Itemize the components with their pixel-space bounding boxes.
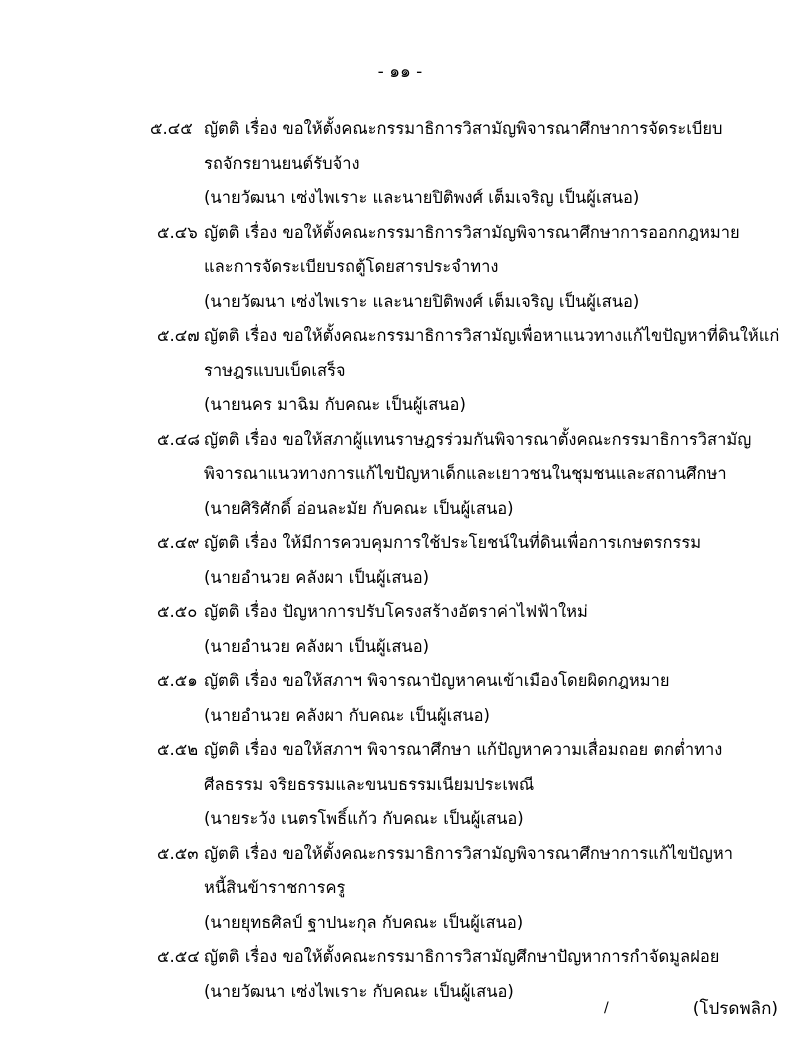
agenda-item-title: ญัตติ เรื่อง ขอให้ตั้งคณะกรรมาธิการวิสามัญพิจารณาศึกษาการออกกฎหมาย — [204, 222, 740, 242]
agenda-item-number: ๕.๔๘ — [157, 429, 200, 449]
agenda-item-continued-line — [0, 768, 800, 803]
agenda-item-proposer-line — [0, 699, 800, 734]
agenda-item-first-line — [0, 664, 800, 699]
agenda-item-first-line — [0, 733, 800, 768]
agenda-item-first-line — [0, 423, 800, 458]
agenda-item-number: ๕.๔๙ — [157, 533, 200, 552]
agenda-item — [0, 664, 800, 733]
agenda-item-title-continued: รถจักรยานยนต์รับจ้าง — [204, 153, 360, 173]
agenda-item — [0, 595, 800, 664]
agenda-item-title: ญัตติ เรื่อง ขอให้ตั้งคณะกรรมาธิการวิสามัญเพื่อหาแนวทางแก้ไขปัญหาที่ดินให้แก่ — [204, 326, 780, 345]
agenda-item-title: ญัตติ เรื่อง ขอให้สภาฯ พิจารณาปัญหาคนเข้าเมืองโดยผิดกฎหมาย — [204, 671, 670, 690]
agenda-item-first-line — [0, 837, 800, 872]
agenda-item-number: ๕.๔๗ — [157, 326, 200, 345]
agenda-item-title: ญัตติ เรื่อง ขอให้สภาฯ พิจารณาศึกษา แก้ปัญหาความเสื่อมถอย ตกต่ำทาง — [204, 740, 723, 759]
agenda-item-first-line — [0, 319, 800, 354]
agenda-item-continued-line — [0, 354, 800, 389]
agenda-item-number: ๕.๔๖ — [157, 222, 198, 242]
agenda-item-proposer-line — [0, 630, 800, 665]
agenda-item-title: ญัตติ เรื่อง ขอให้ตั้งคณะกรรมาธิการวิสามัญศึกษาปัญหาการกำจัดมูลฝอย — [204, 947, 720, 966]
agenda-item-proposer: (นายอำนวย คลังผา เป็นผู้เสนอ) — [204, 636, 430, 656]
agenda-item-first-line — [0, 595, 800, 630]
agenda-item-proposer: (นายวัฒนา เซ่งไพเราะ และนายปิติพงศ์ เต็มเจริญ เป็นผู้เสนอ) — [204, 188, 640, 207]
page-number: - ๑๑ - — [377, 62, 423, 82]
agenda-item-title: ญัตติ เรื่อง ขอให้ตั้งคณะกรรมาธิการวิสามัญพิจารณาศึกษาการแก้ไขปัญหา — [204, 843, 733, 863]
agenda-item-first-line — [0, 940, 800, 975]
agenda-item-proposer: (นายยุทธศิลป์ ฐาปนะกุล กับคณะ เป็นผู้เสนอ) — [204, 912, 524, 932]
agenda-item-proposer-line — [0, 906, 800, 941]
agenda-item-continued-line — [0, 871, 800, 906]
agenda-item-proposer-line — [0, 492, 800, 527]
agenda-item-title-continued: หนี้สินข้าราชการครู — [204, 878, 346, 897]
agenda-item-first-line — [0, 216, 800, 251]
agenda-item — [0, 423, 800, 527]
agenda-item-title-continued: พิจารณาแนวทางการแก้ไขปัญหาเด็กและเยาวชนในชุมชนและสถานศึกษา — [204, 464, 727, 483]
agenda-item — [0, 837, 800, 941]
agenda-item-proposer-line — [0, 561, 800, 596]
agenda-item-proposer: (นายนคร มาฉิม กับคณะ เป็นผู้เสนอ) — [204, 395, 466, 414]
footer-note: (โปรดพลิก) — [692, 999, 778, 1019]
agenda-item-number: ๕.๕๑ — [157, 671, 198, 690]
agenda-item-first-line — [0, 112, 800, 147]
agenda-item-proposer-line — [0, 802, 800, 837]
agenda-item — [0, 940, 800, 1009]
agenda-item-title-continued: และการจัดระเบียบรถตู้โดยสารประจำทาง — [204, 257, 499, 276]
agenda-item-continued-line — [0, 250, 800, 285]
agenda-item-first-line — [0, 526, 800, 561]
agenda-item-title-continued: ราษฎรแบบเบ็ดเสร็จ — [204, 360, 346, 380]
agenda-list — [0, 112, 800, 1009]
agenda-item — [0, 319, 800, 423]
agenda-item — [0, 526, 800, 595]
agenda-item-continued-line — [0, 147, 800, 182]
stray-mark: / — [604, 1000, 609, 1016]
agenda-item-proposer-line — [0, 285, 800, 320]
agenda-item-proposer-line — [0, 388, 800, 423]
agenda-item — [0, 733, 800, 837]
agenda-item-continued-line — [0, 457, 800, 492]
agenda-item-proposer-line — [0, 181, 800, 216]
agenda-item-title: ญัตติ เรื่อง ปัญหาการปรับโครงสร้างอัตราค่าไฟฟ้าใหม่ — [204, 602, 588, 621]
agenda-item-title: ญัตติ เรื่อง ขอให้ตั้งคณะกรรมาธิการวิสามัญพิจารณาศึกษาการจัดระเบียบ — [204, 119, 723, 138]
agenda-item — [0, 216, 800, 320]
agenda-item-proposer: (นายอำนวย คลังผา เป็นผู้เสนอ) — [204, 567, 430, 587]
agenda-item-number: ๕.๕๐ — [157, 602, 198, 621]
agenda-item-title: ญัตติ เรื่อง ให้มีการควบคุมการใช้ประโยชน์ในที่ดินเพื่อการเกษตรกรรม — [204, 533, 702, 552]
agenda-item — [0, 112, 800, 216]
agenda-item-number: ๕.๕๒ — [157, 740, 199, 759]
agenda-item-proposer-line — [0, 975, 800, 1010]
agenda-item-proposer: (นายวัฒนา เซ่งไพเราะ และนายปิติพงศ์ เต็มเจริญ เป็นผู้เสนอ) — [204, 291, 640, 311]
agenda-item-number: ๕.๔๕ — [150, 119, 193, 138]
agenda-item-number: ๕.๕๓ — [157, 843, 199, 863]
agenda-item-proposer: (นายศิริศักดิ์ อ่อนละมัย กับคณะ เป็นผู้เสนอ) — [204, 498, 514, 518]
agenda-item-proposer: (นายอำนวย คลังผา กับคณะ เป็นผู้เสนอ) — [204, 705, 490, 725]
agenda-item-proposer: (นายวัฒนา เซ่งไพเราะ กับคณะ เป็นผู้เสนอ) — [204, 981, 514, 1001]
agenda-item-number: ๕.๕๔ — [157, 947, 200, 966]
agenda-item-title: ญัตติ เรื่อง ขอให้สภาผู้แทนราษฎรร่วมกันพิจารณาตั้งคณะกรรมาธิการวิสามัญ — [204, 429, 752, 449]
agenda-item-title-continued: ศีลธรรม จริยธรรมและขนบธรรมเนียมประเพณี — [204, 774, 535, 794]
agenda-item-proposer: (นายระวัง เนตรโพธิ์แก้ว กับคณะ เป็นผู้เสนอ) — [204, 809, 524, 828]
